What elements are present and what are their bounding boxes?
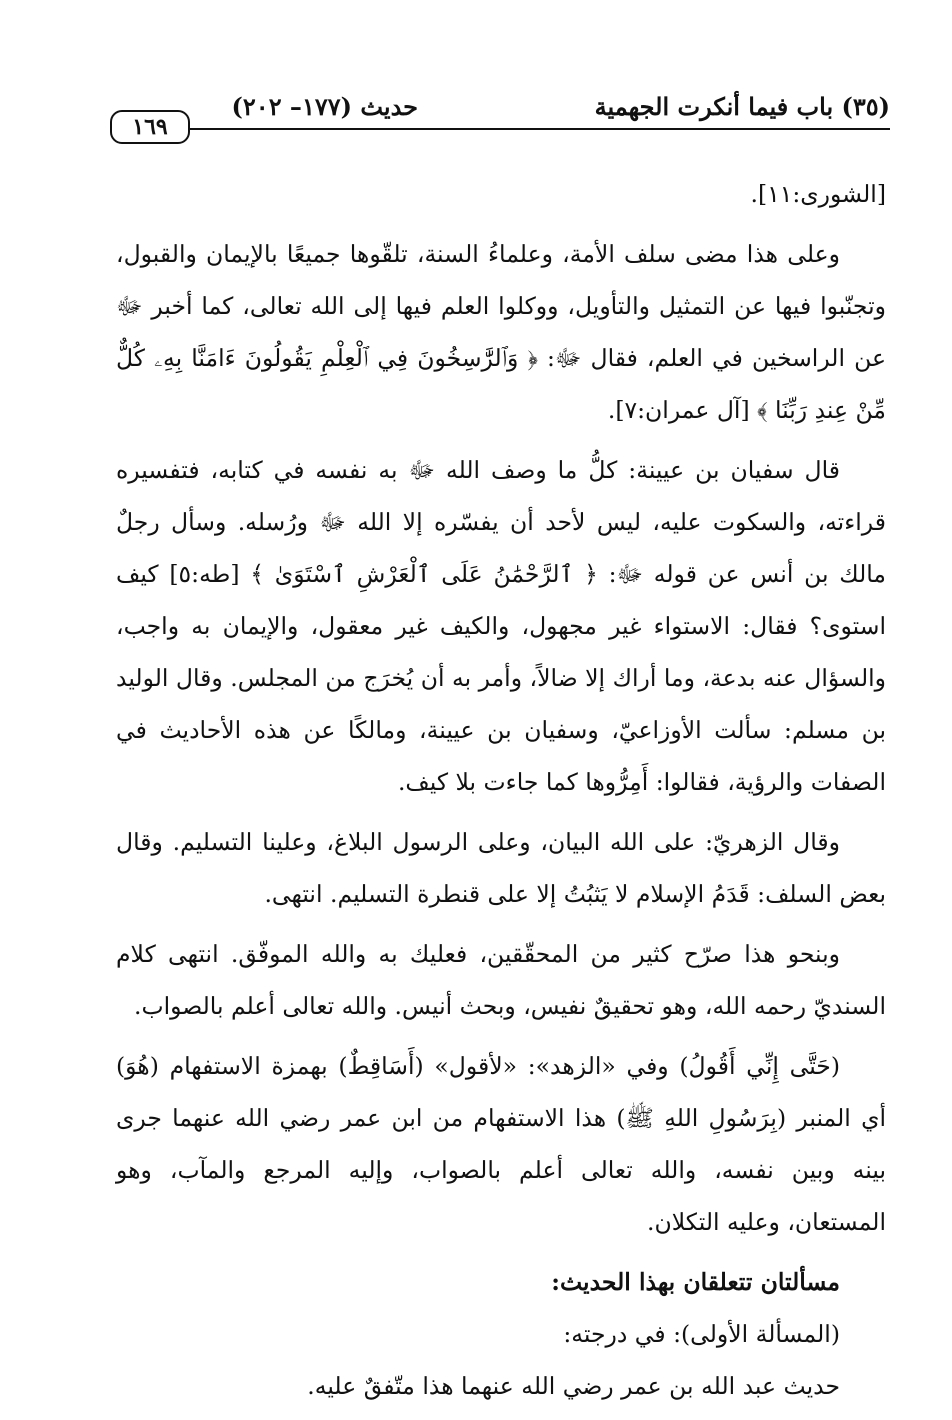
paragraph-salaf: وعلى هذا مضى سلف الأمة، وعلماءُ السنة، تلقّوها جميعًا بالإيمان والقبول، وتجنّبوا فيها عن التمثيل والتأويل، ووكلوا العلم فيها إلى الله تعالى، كما أخبر ﷻ عن الراسخين في العلم، فقال ﷻ: ﴿ وَٱلرَّٰسِخُونَ فِي ٱلْعِلْمِ يَقُولُونَ ءَامَنَّا بِهِۦ كُلٌّ مِّنْ عِندِ رَبِّنَا ﴾ [آل عمران:٧]. [116,240,886,424]
paragraph-zuhri: وقال الزهريّ: على الله البيان، وعلى الرسول البلاغ، وعلينا التسليم. وقال بعض السلف: قَدَمُ الإسلام لا يَثبُتُ إلا على قنطرة التسليم. انتهى. [116,828,886,908]
paragraph-sufyan: قال سفيان بن عيينة: كلُّ ما وصف الله ﷻ به نفسه في كتابه، فتفسيره قراءته، والسكوت عليه، ليس لأحد أن يفسّره إلا الله ﷻ ورُسله. وسأل رجلٌ مالك بن أنس عن قوله ﷻ: ﴿ ٱلرَّحْمَٰنُ عَلَى ٱلْعَرْشِ ٱسْتَوَىٰ ﴾ [طه:٥] كيف استوى؟ فقال: الاستواء غير مجهول، والكيف غير معقول، والإيمان به واجب، والسؤال عنه بدعة، وما أراك إلا ضالاً، وأمر به أن يُخرَج من المجلس. وقال الوليد بن مسلم: سألت الأوزاعيّ، وسفيان بن عيينة، ومالكًا عن هذه الأحاديث في الصفات والرؤية، فقالوا: أَمِرُّوها كما جاءت بلا كيف. [116,456,886,796]
paragraph-sindi: وبنحو هذا صرّح كثير من المحقّقين، فعليك به والله الموفّق. انتهى كلام السنديّ رحمه الله، وهو تحقيقٌ نفيس، وبحث أنيس. والله تعالى أعلم بالصواب. [116,940,886,1020]
hadith-range: حديث (١٧٧– ٢٠٢) [231,92,418,121]
page-body [116,168,886,1420]
section-subheading: (المسألة الأولى): في درجته: [563,1320,840,1348]
section-heading: مسألتان تتعلقان بهذا الحديث: [551,1268,840,1296]
header-rule [188,128,890,130]
paragraph-grading: حديث عبد الله بن عمر رضي الله عنهما هذا متّفقٌ عليه. [307,1372,840,1400]
page-header [110,88,890,150]
paragraph-citation: [الشورى:١١]. [750,180,886,208]
chapter-title: (٣٥) باب فيما أنكرت الجهمية [594,92,890,121]
paragraph-commentary: (حَتَّى إِنِّي أَقُولُ) وفي «الزهد»: «لأقول» (أَسَاقِطٌ) بهمزة الاستفهام (هُوَ) أي المنبر (بِرَسُولِ اللهِ ﷺ) هذا الاستفهام من ابن عمر رضي الله عنهما جرى بينه وبين نفسه، والله تعالى أعلم بالصواب، وإليه المرجع والمآب، وهو المستعان، وعليه التكلان. [116,1052,886,1236]
page-number: ١٦٩ [110,110,190,144]
